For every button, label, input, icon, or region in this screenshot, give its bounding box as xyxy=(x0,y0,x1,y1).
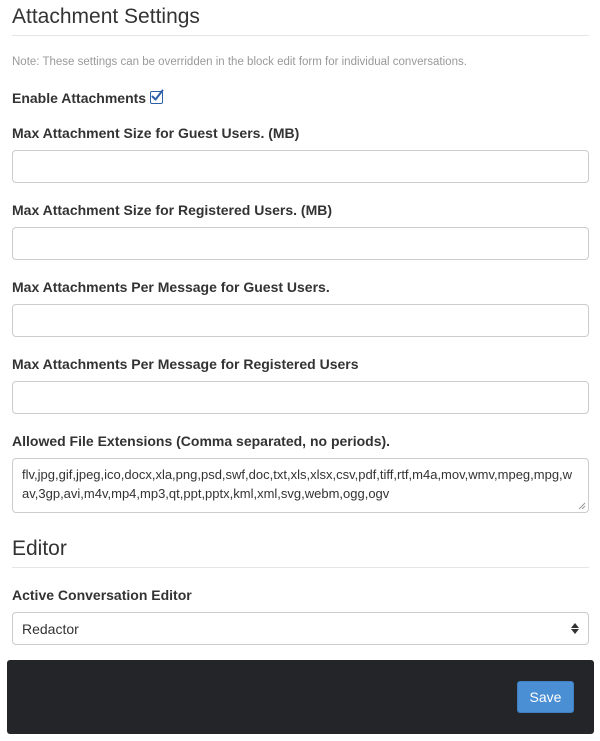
allowed-extensions-textarea[interactable] xyxy=(12,458,589,513)
attachment-settings-heading: Attachment Settings xyxy=(12,0,589,36)
form-footer xyxy=(7,660,594,734)
max-size-guest-label: Max Attachment Size for Guest Users. (MB) xyxy=(12,125,300,141)
active-editor-select[interactable] xyxy=(12,612,589,645)
max-per-message-guest-input[interactable] xyxy=(12,304,589,337)
allowed-extensions-field xyxy=(12,433,589,513)
max-size-registered-label: Max Attachment Size for Registered Users. (MB) xyxy=(12,202,332,218)
save-button[interactable]: Save xyxy=(517,681,574,713)
active-editor-selected: Redactor xyxy=(22,620,79,637)
allowed-extensions-label: Allowed File Extensions (Comma separated, no periods). xyxy=(12,433,391,449)
max-size-guest-field xyxy=(12,125,589,183)
max-per-message-registered-field xyxy=(12,356,589,414)
select-arrows-icon xyxy=(571,623,579,634)
active-editor-field xyxy=(12,587,589,645)
enable-attachments-checkbox[interactable] xyxy=(150,91,163,104)
settings-note: Note: These settings can be overridden in the block edit form for individual conversations. xyxy=(12,56,467,68)
resize-grip-icon[interactable] xyxy=(578,502,586,510)
max-per-message-registered-input[interactable] xyxy=(12,381,589,414)
allowed-extensions-value: flv,jpg,gif,jpeg,ico,docx,xla,png,psd,swf,doc,txt,xls,xlsx,csv,pdf,tiff,rtf,m4a,mov,wmv,mpeg,mpg,wav,3gp,avi,m4v,mp4,mp3,qt,ppt,pptx,kml,xml,svg,webm,ogg,ogv xyxy=(22,467,573,501)
active-editor-label: Active Conversation Editor xyxy=(12,587,192,603)
enable-attachments-label: Enable Attachments xyxy=(12,90,147,106)
max-size-registered-field xyxy=(12,202,589,260)
max-size-registered-input[interactable] xyxy=(12,227,589,260)
enable-attachments-row xyxy=(12,90,589,106)
max-per-message-guest-label: Max Attachments Per Message for Guest Users. xyxy=(12,279,330,295)
max-size-guest-input[interactable] xyxy=(12,150,589,183)
max-per-message-registered-label: Max Attachments Per Message for Registered Users xyxy=(12,356,359,372)
checkmark-icon xyxy=(150,89,164,103)
settings-form xyxy=(12,0,589,645)
editor-heading: Editor xyxy=(12,532,589,568)
max-per-message-guest-field xyxy=(12,279,589,337)
